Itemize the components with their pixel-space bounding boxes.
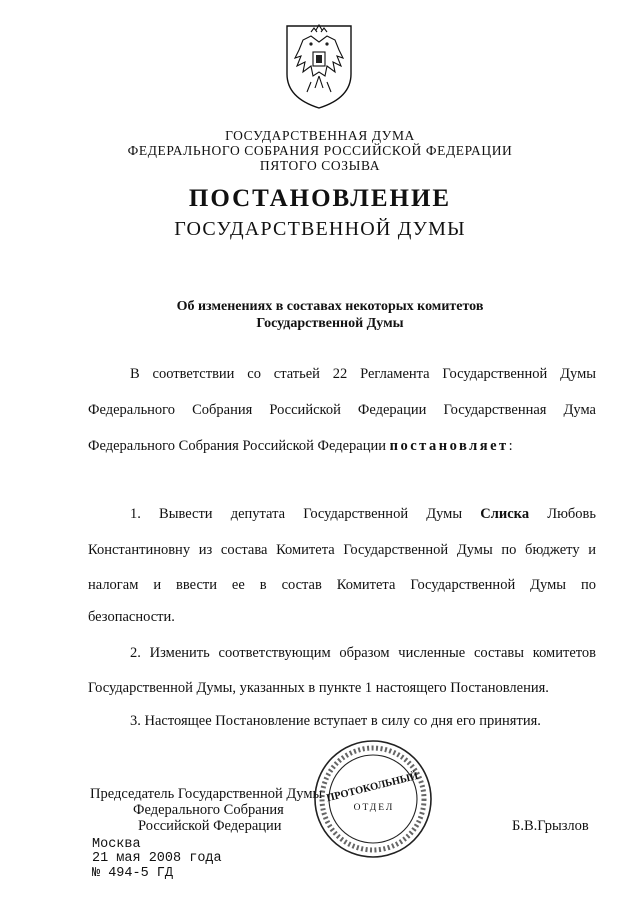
item1-line-4: безопасности.: [88, 609, 175, 625]
preamble-line-3: [88, 438, 596, 455]
item2-line-2: Государственной Думы, указанных в пункте 1 настоящего Постановления.: [88, 680, 549, 696]
subject-line-2: Государственной Думы: [256, 316, 404, 331]
item1-line-1: [130, 506, 596, 523]
item1-text: 1. Вывести депутата Государственной Думы: [130, 506, 463, 522]
stamp-text-bottom: ОТДЕЛ: [353, 803, 395, 813]
official-stamp: [312, 738, 434, 860]
item3-line-1: 3. Настоящее Постановление вступает в силу со дня его принятия.: [130, 713, 541, 729]
header-line-1: ГОСУДАРСТВЕННАЯ ДУМА: [225, 128, 415, 143]
document-title: ПОСТАНОВЛЕНИЕ: [188, 185, 452, 212]
header-line-2: ФЕДЕРАЛЬНОГО СОБРАНИЯ РОССИЙСКОЙ ФЕДЕРАЦИИ: [127, 143, 513, 158]
coat-of-arms-emblem: [281, 22, 357, 110]
deputy-first-name: Любовь: [547, 506, 597, 522]
date: 21 мая 2008 года: [92, 851, 222, 866]
header-line-3: ПЯТОГО СОЗЫВА: [259, 158, 381, 173]
preamble-line-1: В соответствии со статьей 22 Регламента Государственной Думы: [130, 366, 596, 382]
item1-line-2: Константиновну из состава Комитета Государственной Думы по бюджету и: [88, 542, 596, 558]
signature-line-1: Председатель Государственной Думы: [90, 786, 323, 802]
item1-line-3: налогам и ввести ее в состав Комитета Государственной Думы по: [88, 577, 596, 593]
document-number: № 494-5 ГД: [92, 866, 174, 881]
preamble-colon: :: [508, 438, 513, 454]
preamble-text: Федерального Собрания Российской Федерации: [88, 438, 387, 454]
resolves-word: постановляет: [389, 438, 509, 454]
signatory-name: Б.В.Грызлов: [512, 818, 589, 834]
signature-line-3: Российской Федерации: [138, 818, 282, 834]
document-subtitle: ГОСУДАРСТВЕННОЙ ДУМЫ: [174, 218, 466, 240]
deputy-surname: Слиска: [480, 506, 530, 522]
preamble-line-2: Федерального Собрания Российской Федерации Государственная Дума: [88, 402, 596, 418]
stamp-text-top: ПРОТОКОЛЬНЫЙ: [325, 770, 420, 805]
signature-line-2: Федерального Собрания: [133, 802, 284, 818]
item2-line-1: 2. Изменить соответствующим образом численные составы комитетов: [130, 645, 596, 661]
city: Москва: [92, 837, 141, 852]
subject-line-1: Об изменениях в составах некоторых комитетов: [176, 299, 484, 314]
